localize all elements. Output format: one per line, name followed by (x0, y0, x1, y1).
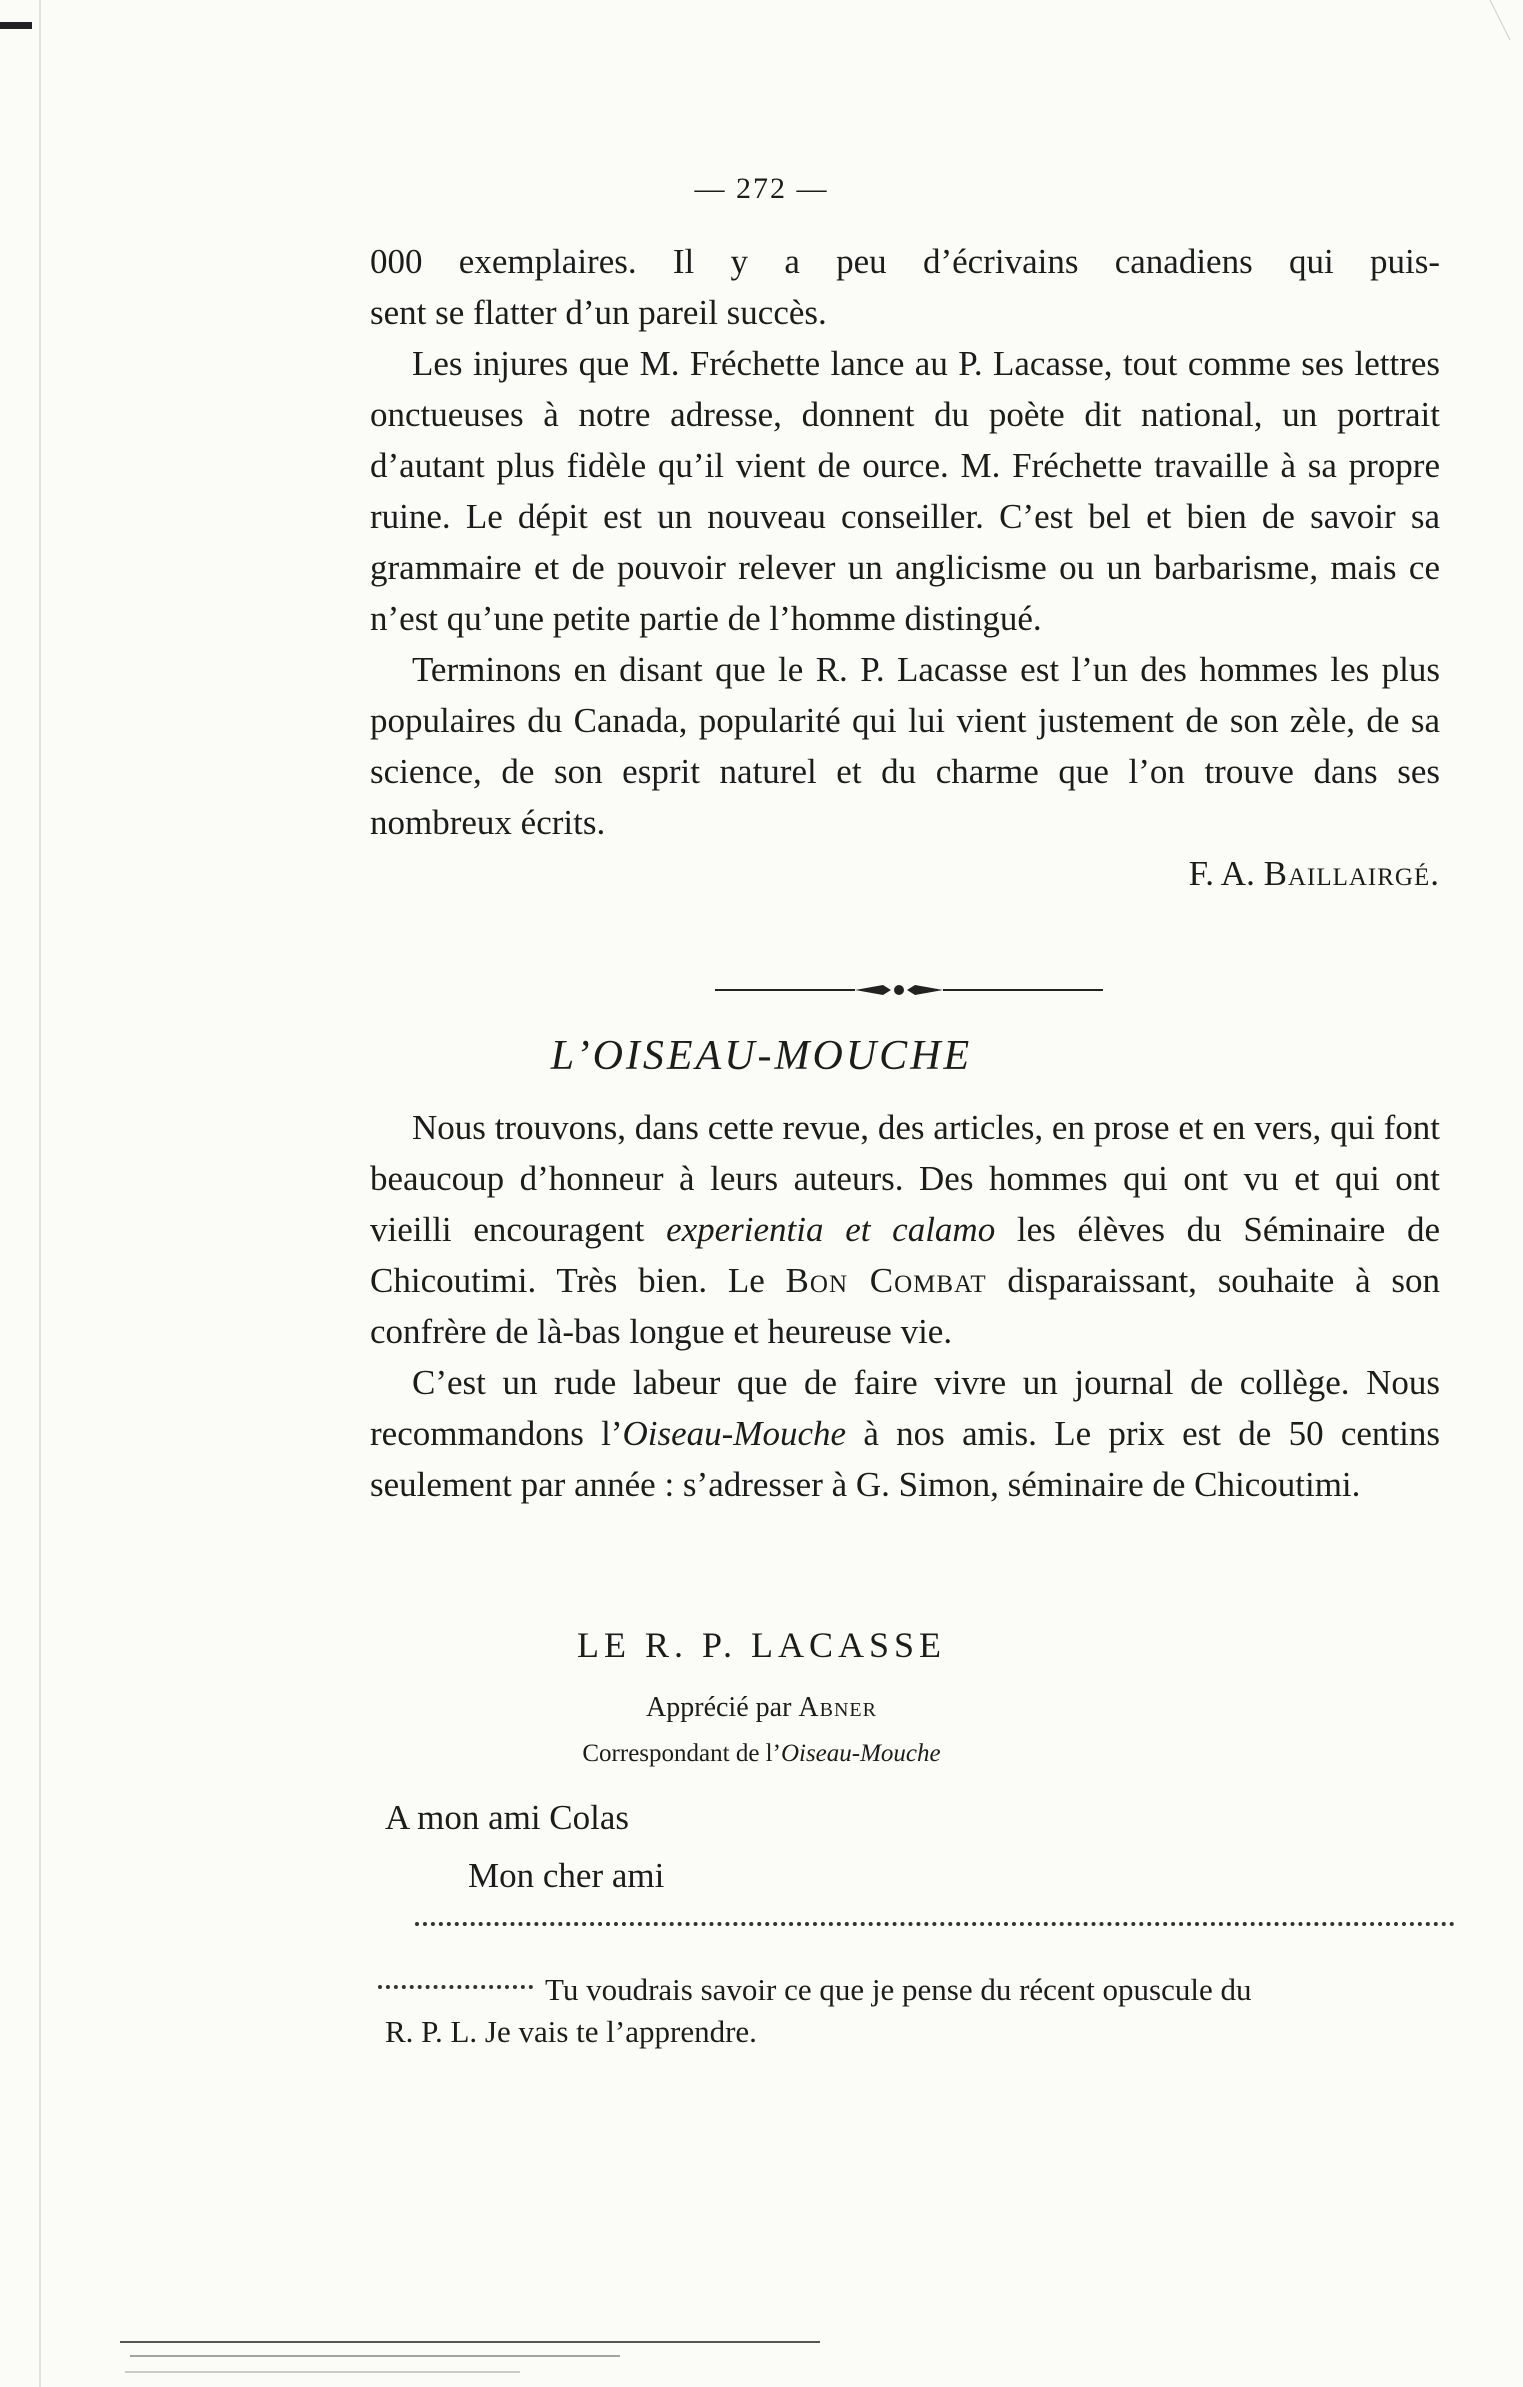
signature (370, 848, 1440, 899)
text-run-smallcaps: Bon Combat (785, 1261, 987, 1300)
letter-text-line1: Tu voudrais savoir ce que je pense du récent opuscule du (545, 1972, 1252, 2007)
correspondent-line (0, 1740, 1523, 1768)
ellipsis-leader (378, 1985, 533, 1989)
paragraph-rude-labeur (370, 1357, 1440, 1510)
heading-lacasse: LE R. P. LACASSE (576, 1625, 947, 1665)
text-run-italic: experientia et calamo (666, 1210, 996, 1249)
article-baillairge (370, 236, 1440, 899)
signature-name: Baillairgé. (1263, 854, 1440, 893)
text-run: C’est un rude labeur que de faire vivre un journal de collège. Nous recommandons l’ (370, 1363, 1440, 1453)
letter-salutation: A mon ami Colas (385, 1798, 630, 1837)
paragraph-terminons: Terminons en disant que le R. P. Lacasse est l’un des hommes les plus populaires du Canada, popularité qui lui vient justement de son zèle, de sa science, de son esprit naturel et du charme que l’on trouve dans ses nombreux écrits. (370, 650, 1440, 842)
letter-text-line2: R. P. L. Je vais te l’apprendre. (385, 2014, 757, 2049)
paragraph-injures: Les injures que M. Fréchette lance au P. Lacasse, tout comme ses lettres onctueuses à notre adresse, donnent du poète dit national, un portrait d’autant plus fidèle qu’il vient de ource. M. Fréchette travaille à sa propre ruine. Le dépit est un nouveau conseiller. C’est bel et bien de savoir sa grammaire et de pouvoir relever un anglicisme ou un barbarisme, mais ce n’est qu’une petite partie de l’homme distingué. (370, 344, 1440, 638)
paragraph-opening-line2: sent se flatter d’un pareil succès. (370, 293, 827, 332)
correspondent-prefix: Correspondant de l’ (582, 1740, 781, 1767)
section-divider-ornament (715, 975, 1115, 1005)
page-number: — 272 — (694, 172, 829, 205)
byline-author: Abner (798, 1692, 877, 1723)
heading-oiseau-mouche: L’OISEAU-MOUCHE (550, 1033, 973, 1079)
paragraph-nous-trouvons (370, 1102, 1440, 1357)
text-run: les élèves du Séminaire de Chicoutimi. Très bien. Le (370, 1210, 1440, 1300)
byline-prefix: Apprécié par (646, 1692, 799, 1723)
paragraph-opening-line1: 000 exemplaires. Il y a peu d’écrivains canadiens qui puis- (370, 242, 1440, 281)
byline (0, 1692, 1523, 1724)
correspondent-publication: Oiseau-Mouche (780, 1740, 941, 1767)
text-run: à nos amis. Le prix est de 50 centins seulement par année : s’adresser à G. Simon, séminaire de Chicoutimi. (370, 1414, 1440, 1504)
text-run: Nous trouvons, dans cette revue, des articles, en prose et en vers, qui font beaucoup d’honneur à leurs auteurs. Des hommes qui ont vu et qui ont vieilli encouragent (370, 1108, 1440, 1249)
article-oiseau-mouche (370, 1102, 1440, 1510)
signature-initials: F. A. (1188, 854, 1264, 893)
text-run: disparaissant, souhaite à son confrère de là-bas longue et heureuse vie. (370, 1261, 1441, 1351)
text-run-italic: Oiseau-Mouche (622, 1414, 847, 1453)
letter-greeting: Mon cher ami (468, 1856, 665, 1895)
ellipsis-line (415, 1922, 1455, 1926)
